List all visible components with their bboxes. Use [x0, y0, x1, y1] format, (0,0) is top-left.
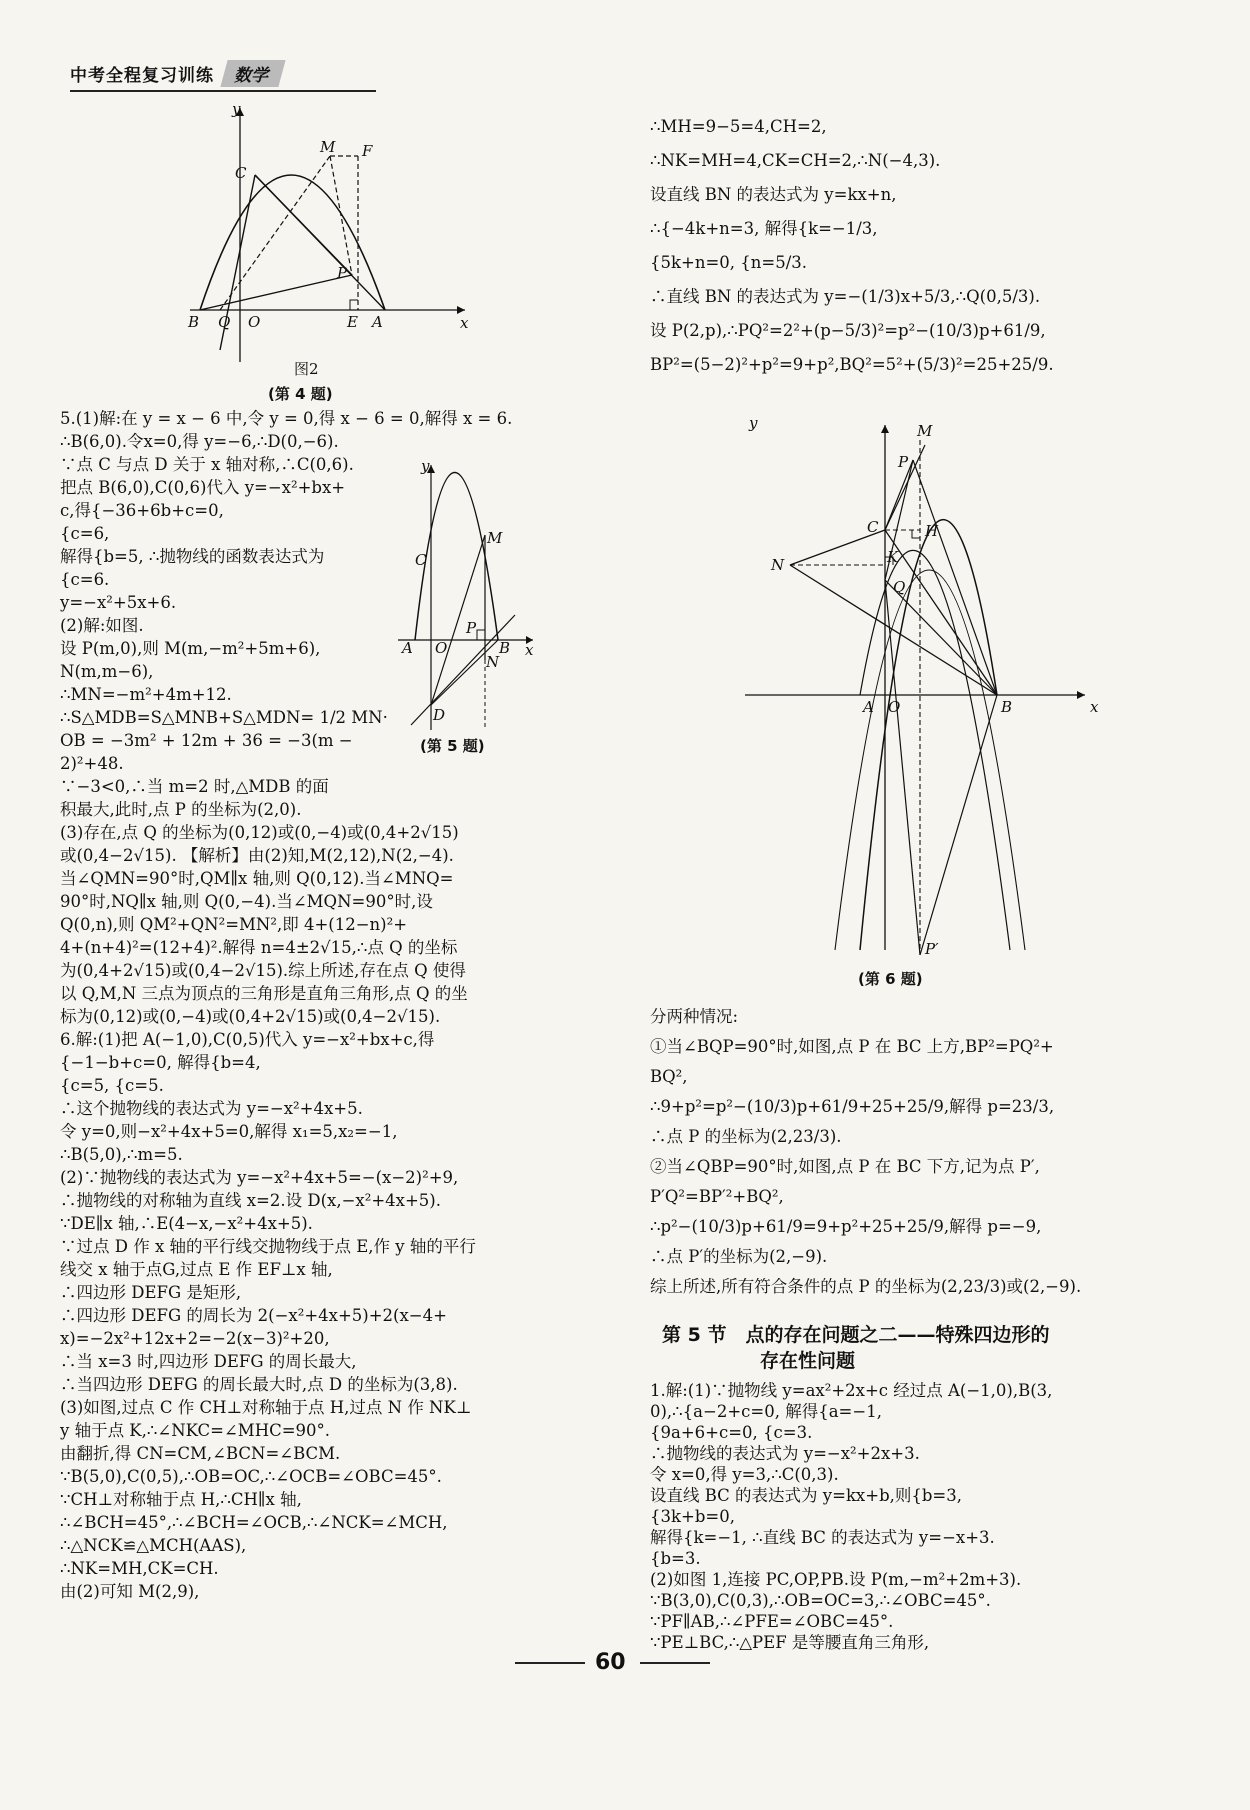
text-line: ∴点 P′的坐标为(2,−9). — [650, 1247, 828, 1266]
text-line: y=−x²+5x+6. — [60, 593, 177, 612]
fig6-label-y: y — [749, 420, 758, 432]
text-line: ∴△NCK≌△MCH(AAS), — [60, 1536, 247, 1555]
text-line: ∴抛物线的表达式为 y=−x²+2x+3. — [650, 1444, 920, 1463]
text-line: 90°时,NQ∥x 轴,则 Q(0,−4).当∠MQN=90°时,设 — [60, 892, 433, 911]
text-line: 以 Q,M,N 三点为顶点的三角形是直角三角形,点 Q 的坐 — [60, 984, 468, 1003]
right-column-section — [650, 1380, 1210, 1653]
header-rule — [70, 90, 376, 92]
fig2-label-o: O — [248, 313, 261, 331]
text-line: ∴MH=9−5=4,CH=2, — [650, 117, 827, 136]
text-line: (3)如图,过点 C 作 CH⊥对称轴于点 H,过点 N 作 NK⊥ — [60, 1398, 472, 1417]
figure-6 — [735, 420, 1105, 960]
text-line: 设直线 BC 的表达式为 y=kx+b,则{b=3, — [650, 1486, 963, 1505]
text-line: ∴当四边形 DEFG 的周长最大时,点 D 的坐标为(3,8). — [60, 1375, 458, 1394]
text-line: (2)∵抛物线的表达式为 y=−x²+4x+5=−(x−2)²+9, — [60, 1168, 459, 1187]
text-line: c,得{−36+6b+c=0, — [60, 501, 224, 520]
text-line: 设 P(m,0),则 M(m,−m²+5m+6), — [60, 639, 321, 658]
fig4-label: (第 4 题) — [268, 385, 333, 403]
text-line: 分两种情况: — [650, 1007, 739, 1026]
fig5-label-n: N — [486, 653, 500, 671]
fig2-label-p: P — [337, 264, 348, 282]
text-line: {−1−b+c=0, 解得{b=4, — [60, 1053, 261, 1072]
text-line: 线交 x 轴于点G,过点 E 作 EF⊥x 轴, — [60, 1260, 333, 1279]
fig6-label-h: H — [925, 522, 939, 540]
text-line: 设 P(2,p),∴PQ²=2²+(p−5/3)²=p²−(10/3)p+61/9, — [650, 321, 1046, 340]
fig5-label-b: B — [499, 639, 511, 657]
text-line: {5k+n=0, {n=5/3. — [650, 253, 808, 272]
text-line: ∵PF∥AB,∴∠PFE=∠OBC=45°. — [650, 1612, 894, 1631]
fig6-label-q: Q — [893, 578, 906, 596]
text-line: N(m,m−6), — [60, 662, 154, 681]
page-header — [70, 58, 376, 88]
fig2-label-x: x — [460, 314, 469, 332]
fig5-label-c: C — [415, 551, 427, 569]
text-line: ∴NK=MH=4,CK=CH=2,∴N(−4,3). — [650, 151, 941, 170]
fig5-label-m: M — [487, 529, 503, 547]
text-line: 0),∴{a−2+c=0, 解得{a=−1, — [650, 1402, 882, 1421]
text-line: ∴B(6,0).令x=0,得 y=−6,∴D(0,−6). — [60, 432, 339, 451]
text-line: 4+(n+4)²=(12+4)².解得 n=4±2√15,∴点 Q 的坐标 — [60, 938, 458, 957]
fig2-label-e: E — [347, 313, 358, 331]
text-line: ∴四边形 DEFG 是矩形, — [60, 1283, 242, 1302]
book-title: 中考全程复习训练 — [70, 65, 214, 86]
fig6-label-n: N — [771, 556, 785, 574]
text-line: 6.解:(1)把 A(−1,0),C(0,5)代入 y=−x²+bx+c,得 — [60, 1030, 435, 1049]
text-line: 把点 B(6,0),C(0,6)代入 y=−x²+bx+ — [60, 478, 346, 497]
text-line: 由翻折,得 CN=CM,∠BCN=∠BCM. — [60, 1444, 341, 1463]
text-line: OB = −3m² + 12m + 36 = −3(m − — [60, 731, 353, 750]
text-line: ∴{−4k+n=3, 解得{k=−1/3, — [650, 219, 878, 238]
text-line: ∴四边形 DEFG 的周长为 2(−x²+4x+5)+2(x−4+ — [60, 1306, 447, 1325]
text-line: ∵−3<0,∴当 m=2 时,△MDB 的面 — [60, 777, 329, 796]
text-line: (2)解:如图. — [60, 616, 144, 635]
text-line: ∵过点 D 作 x 轴的平行线交抛物线于点 E,作 y 轴的平行 — [60, 1237, 476, 1256]
fig6-label: (第 6 题) — [858, 970, 923, 988]
text-line: ∴B(5,0),∴m=5. — [60, 1145, 183, 1164]
text-line: 5.(1)解:在 y = x − 6 中,令 y = 0,得 x − 6 = 0,解得 x = 6. — [60, 409, 513, 428]
text-line: {c=6, — [60, 524, 110, 543]
text-line: 设直线 BN 的表达式为 y=kx+n, — [650, 185, 897, 204]
text-line: 积最大,此时,点 P 的坐标为(2,0). — [60, 800, 302, 819]
fig5-label-o: O — [435, 639, 448, 657]
text-line: (3)存在,点 Q 的坐标为(0,12)或(0,−4)或(0,4+2√15) — [60, 823, 459, 842]
text-line: {9a+6+c=0, {c=3. — [650, 1423, 813, 1442]
fig6-label-p: P — [898, 453, 909, 471]
text-line: ∵DE∥x 轴,∴E(4−x,−x²+4x+5). — [60, 1214, 313, 1233]
fig2-label-a: A — [372, 313, 383, 331]
text-line: x)=−2x²+12x+2=−2(x−3)²+20, — [60, 1329, 330, 1348]
fig5-label-y: y — [421, 457, 430, 475]
fig2-label-f: F — [362, 142, 373, 160]
text-line: 2)²+48. — [60, 754, 124, 773]
text-line: ∴抛物线的对称轴为直线 x=2.设 D(x,−x²+4x+5). — [60, 1191, 441, 1210]
text-line: 综上所述,所有符合条件的点 P 的坐标为(2,23/3)或(2,−9). — [650, 1277, 1082, 1296]
text-line: 1.解:(1)∵抛物线 y=ax²+2x+c 经过点 A(−1,0),B(3, — [650, 1381, 1053, 1400]
fig6-label-o: O — [888, 698, 901, 716]
text-line: ∵B(5,0),C(0,5),∴OB=OC,∴∠OCB=∠OBC=45°. — [60, 1467, 442, 1486]
text-line: 或(0,4−2√15). 【解析】由(2)知,M(2,12),N(2,−4). — [60, 846, 454, 865]
fig6-label-c: C — [867, 518, 879, 536]
text-line: BP²=(5−2)²+p²=9+p²,BQ²=5²+(5/3)²=25+25/9. — [650, 355, 1054, 374]
text-line: ∵点 C 与点 D 关于 x 轴对称,∴C(0,6). — [60, 455, 354, 474]
text-line: ∴p²−(10/3)p+61/9=9+p²+25+25/9,解得 p=−9, — [650, 1217, 1042, 1236]
fig2-label-y: y — [232, 100, 241, 118]
text-line: (2)如图 1,连接 PC,OP,PB.设 P(m,−m²+2m+3). — [650, 1570, 1022, 1589]
fig2-label-m: M — [320, 138, 336, 156]
fig6-label-b: B — [1001, 698, 1013, 716]
text-line: {c=5, {c=5. — [60, 1076, 164, 1095]
fig5-label: (第 5 题) — [420, 737, 485, 755]
text-line: 标为(0,12)或(0,−4)或(0,4+2√15)或(0,4−2√15). — [60, 1007, 441, 1026]
text-line: 当∠QMN=90°时,QM∥x 轴,则 Q(0,12).当∠MNQ= — [60, 869, 454, 888]
text-line: ∴NK=MH,CK=CH. — [60, 1559, 219, 1578]
subject-tag: 数学 — [220, 60, 285, 87]
text-line: ∴MN=−m²+4m+12. — [60, 685, 232, 704]
fig6-label-a: A — [863, 698, 874, 716]
text-line: Q(0,n),则 QM²+QN²=MN²,即 4+(12−n)²+ — [60, 915, 408, 934]
left-column — [60, 407, 540, 1603]
fig2-label-q: Q — [218, 313, 231, 331]
text-line: ∴点 P 的坐标为(2,23/3). — [650, 1127, 842, 1146]
text-line: ②当∠QBP=90°时,如图,点 P 在 BC 下方,记为点 P′, — [650, 1157, 1040, 1176]
text-line: 令 y=0,则−x²+4x+5=0,解得 x₁=5,x₂=−1, — [60, 1122, 398, 1141]
page-number-deco-left — [515, 1662, 585, 1664]
text-line: ∵PE⊥BC,∴△PEF 是等腰直角三角形, — [650, 1633, 930, 1652]
right-column-top — [650, 110, 1210, 382]
text-line: 由(2)可知 M(2,9), — [60, 1582, 200, 1601]
text-line: ∴直线 BN 的表达式为 y=−(1/3)x+5/3,∴Q(0,5/3). — [650, 287, 1041, 306]
fig2-caption: 图2 — [294, 360, 319, 378]
text-line: ∴9+p²=p²−(10/3)p+61/9+25+25/9,解得 p=23/3, — [650, 1097, 1055, 1116]
text-line: ∴S△MDB=S△MNB+S△MDN= 1/2 MN· — [60, 708, 388, 727]
text-line: 解得{b=5, ∴抛物线的函数表达式为 — [60, 547, 325, 566]
text-line: ∴∠BCH=45°,∴∠BCH=∠OCB,∴∠NCK=∠MCH, — [60, 1513, 448, 1532]
text-line: {c=6. — [60, 570, 110, 589]
section-heading — [662, 1322, 1049, 1374]
text-line: 解得{k=−1, ∴直线 BC 的表达式为 y=−x+3. — [650, 1528, 995, 1547]
text-line: ∴这个抛物线的表达式为 y=−x²+4x+5. — [60, 1099, 363, 1118]
text-line: 为(0,4+2√15)或(0,4−2√15).综上所述,存在点 Q 使得 — [60, 961, 466, 980]
fig6-label-k: K — [887, 548, 899, 566]
text-line: {b=3. — [650, 1549, 701, 1568]
text-line: ∵B(3,0),C(0,3),∴OB=OC=3,∴∠OBC=45°. — [650, 1591, 991, 1610]
fig2-label-c: C — [235, 164, 247, 182]
fig5-label-a: A — [402, 639, 413, 657]
fig6-label-m: M — [917, 422, 933, 440]
right-column-bottom — [650, 1002, 1210, 1302]
text-line: 令 x=0,得 y=3,∴C(0,3). — [650, 1465, 839, 1484]
fig5-label-d: D — [433, 706, 446, 724]
fig6-label-x: x — [1090, 698, 1099, 716]
text-line: ∴当 x=3 时,四边形 DEFG 的周长最大, — [60, 1352, 357, 1371]
text-line: P′Q²=BP′²+BQ², — [650, 1187, 784, 1206]
page-number-deco-right — [640, 1662, 710, 1664]
fig5-label-p: P — [466, 619, 477, 637]
text-line: y 轴于点 K,∴∠NKC=∠MHC=90°. — [60, 1421, 331, 1440]
figure-4 — [180, 100, 480, 370]
fig5-label-x: x — [525, 641, 534, 659]
text-line: {3k+b=0, — [650, 1507, 735, 1526]
page-number: 60 — [595, 1650, 626, 1675]
fig2-label-b: B — [188, 313, 200, 331]
fig6-label-p-prime: P′ — [925, 940, 939, 958]
text-line: ①当∠BQP=90°时,如图,点 P 在 BC 上方,BP²=PQ²+ — [650, 1037, 1054, 1056]
text-line: BQ², — [650, 1067, 688, 1086]
section-title-line1: 第 5 节 点的存在问题之二——特殊四边形的 — [662, 1324, 1050, 1346]
section-title-line2: 存在性问题 — [760, 1350, 856, 1372]
text-line: ∵CH⊥对称轴于点 H,∴CH∥x 轴, — [60, 1490, 302, 1509]
